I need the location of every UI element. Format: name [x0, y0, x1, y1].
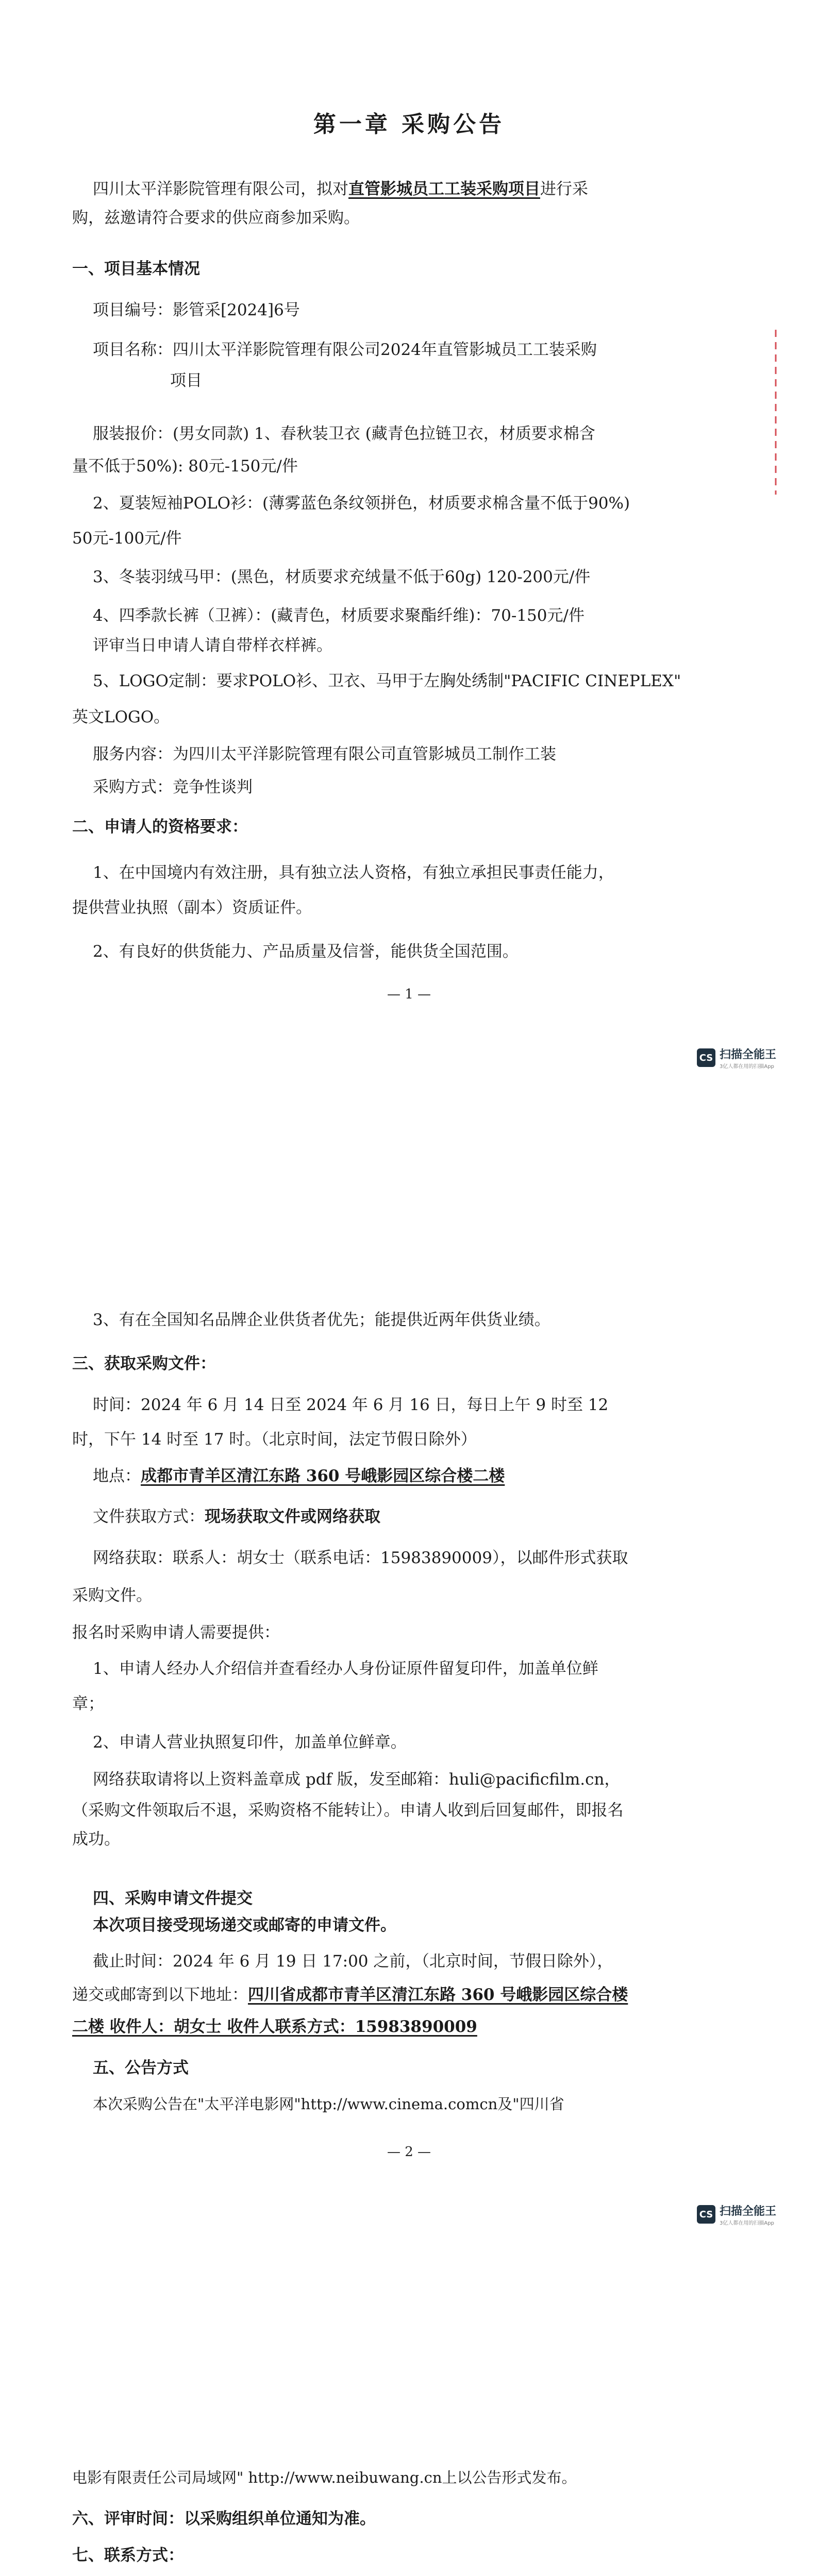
- sample-note: 评审当日申请人请自带样衣样裤。: [93, 636, 332, 655]
- need-item-1b: 章；: [72, 1694, 104, 1713]
- section-3-heading: 三、获取采购文件：: [72, 1354, 216, 1373]
- clothing-item-2b: 50元-100元/件: [72, 529, 182, 548]
- service-content: 服务内容：为四川太平洋影院管理有限公司直管影城员工制作工装: [93, 745, 556, 764]
- clothing-item-4: 4、四季款长裤（卫裤）：(藏青色，材质要求聚酯纤维)：70-150元/件: [93, 606, 585, 625]
- logo-requirement-1: 5、LOGO定制：要求POLO衫、卫衣、马甲于左胸处绣制"PACIFIC CINEPLEX": [93, 672, 681, 690]
- acquire-way: 文件获取方式：现场获取文件或网络获取: [93, 1507, 380, 1526]
- email-instruction-2: （采购文件领取后不退，采购资格不能转让）。申请人收到后回复邮件，即报名: [72, 1801, 624, 1820]
- section-1-heading: 一、项目基本情况: [72, 260, 200, 278]
- email-instruction-3: 成功。: [72, 1830, 120, 1849]
- acquire-place: 地点：成都市青羊区清江东路 360 号峨影园区综合楼二楼: [93, 1467, 505, 1485]
- page-number: — 1 —: [387, 987, 431, 1002]
- publication-line: 本次采购公告在"太平洋电影网"http://www.cinema.comcn及"四川省: [93, 2095, 564, 2113]
- submit-deadline: 截止时间：2024 年 6 月 19 日 17:00 之前，（北京时间，节假日除外），: [93, 1952, 613, 1971]
- qualification-3: 3、有在全国知名品牌企业供货者优先；能提供近两年供货业绩。: [93, 1311, 550, 1329]
- registration-needs: 报名时采购申请人需要提供：: [72, 1623, 280, 1642]
- need-item-2: 2、申请人营业执照复印件，加盖单位鲜章。: [93, 1733, 407, 1752]
- submit-address-1: 递交或邮寄到以下地址：四川省成都市青羊区清江东路 360 号峨影园区综合楼: [72, 1986, 628, 2004]
- section-4-sub: 本次项目接受现场递交或邮寄的申请文件。: [93, 1916, 396, 1935]
- page-title: 第一章 采购公告: [313, 111, 505, 138]
- section-5-heading: 五、公告方式: [93, 2059, 189, 2077]
- intro-line-2: 购，兹邀请符合要求的供应商参加采购。: [72, 209, 360, 227]
- project-number: 项目编号：影管采[2024]6号: [93, 301, 300, 319]
- seal-fragment-mark: [773, 330, 778, 495]
- section-7-heading: 七、联系方式：: [72, 2546, 184, 2565]
- clothing-item-3: 3、冬装羽绒马甲：(黑色，材质要求充绒量不低于60g) 120-200元/件: [93, 568, 591, 586]
- clothing-item-2a: 2、夏装短袖POLO衫：(薄雾蓝色条纹领拼色，材质要求棉含量不低于90%): [93, 494, 630, 513]
- email-instruction-1: 网络获取请将以上资料盖章成 pdf 版，发至邮箱：huli@pacificfilm.cn，: [93, 1770, 621, 1789]
- publication-line-cont: 电影有限责任公司局域网" http://www.neibuwang.cn上以公告形式发布。: [72, 2469, 577, 2486]
- clothing-item-1a: 服装报价：(男女同款) 1、春秋装卫衣 (藏青色拉链卫衣，材质要求棉含: [93, 425, 595, 443]
- document-page-2: [0, 1157, 818, 2313]
- project-name-line-1: 项目名称：四川太平洋影院管理有限公司2024年直管影城员工工装采购: [93, 341, 597, 359]
- network-acquire-2: 采购文件。: [72, 1586, 152, 1605]
- qualification-1a: 1、在中国境内有效注册，具有独立法人资格，有独立承担民事责任能力，: [93, 863, 614, 882]
- section-2-heading: 二、申请人的资格要求：: [72, 818, 248, 836]
- project-name-highlight: 直管影城员工工装采购项目: [348, 180, 540, 198]
- need-item-1a: 1、申请人经办人介绍信并查看经办人身份证原件留复印件，加盖单位鲜: [93, 1659, 598, 1678]
- acquire-time-2: 时，下午 14 时至 17 时。（北京时间，法定节假日除外）: [72, 1430, 477, 1449]
- camscanner-icon: CS: [697, 2205, 715, 2224]
- scanner-watermark: CS 扫描全能王 3亿人都在用的扫描App: [697, 2202, 776, 2226]
- scanner-watermark: CS 扫描全能王 3亿人都在用的扫描App: [697, 1046, 776, 1070]
- network-acquire-1: 网络获取：联系人：胡女士（联系电话：15983890009），以邮件形式获取: [93, 1549, 628, 1567]
- logo-requirement-2: 英文LOGO。: [72, 708, 170, 726]
- document-page-3: [0, 2313, 818, 2576]
- procurement-method: 采购方式：竞争性谈判: [93, 778, 253, 796]
- project-name-line-2: 项目: [170, 371, 202, 390]
- document-page-1: [0, 0, 818, 1157]
- page-number: — 2 —: [387, 2144, 431, 2160]
- qualification-1b: 提供营业执照（副本）资质证件。: [72, 899, 312, 917]
- acquire-time-1: 时间：2024 年 6 月 14 日至 2024 年 6 月 16 日，每日上午 9 时至 12: [93, 1396, 609, 1414]
- section-6-heading: 六、评审时间：以采购组织单位通知为准。: [72, 2510, 376, 2528]
- section-4-heading: 四、采购申请文件提交: [93, 1889, 253, 1908]
- camscanner-icon: CS: [697, 1048, 715, 1067]
- submit-address-2: 二楼 收件人：胡女士 收件人联系方式：15983890009: [72, 2018, 477, 2036]
- intro-line-1: 四川太平洋影院管理有限公司，拟对直管影城员工工装采购项目进行采: [93, 180, 588, 198]
- qualification-2: 2、有良好的供货能力、产品质量及信誉，能供货全国范围。: [93, 942, 519, 961]
- clothing-item-1b: 量不低于50%): 80元-150元/件: [72, 457, 298, 476]
